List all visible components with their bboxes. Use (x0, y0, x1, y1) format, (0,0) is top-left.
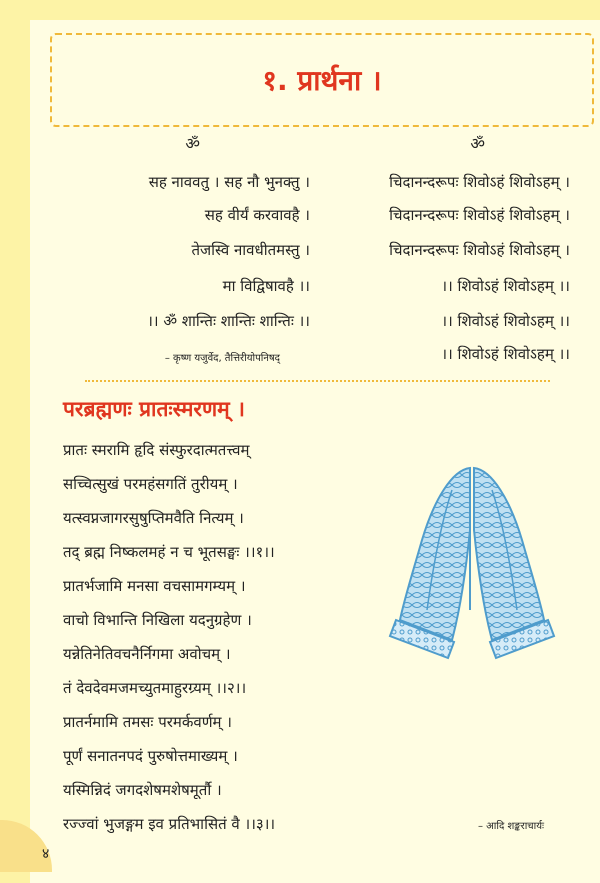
verse-line: पूर्णं सनातनपदं पुरुषोत्तमाख्यम् । (63, 747, 238, 765)
prayer-left-credit: – कृष्ण यजुर्वेद, तैत्तिरीयोपनिषद् (164, 353, 280, 364)
prayer-right-line: चिदानन्दरूपः शिवोऽहं शिवोऽहम् । (389, 206, 570, 224)
prayer-right-line: ।। शिवोऽहं शिवोऽहम् ।। (441, 345, 570, 363)
page-number-tab (0, 820, 52, 872)
om-symbol-right: ॐ (470, 134, 485, 153)
prayer-right-line: चिदानन्दरूपः शिवोऽहं शिवोऽहम् । (389, 241, 570, 259)
page-title: १. प्रार्थना । (262, 64, 382, 97)
prayer-left-line: सह वीर्यं करवावहै । (204, 206, 310, 224)
page-number: ४ (42, 846, 50, 862)
verse-line: तद् ब्रह्म निष्कलमहं न च भूतसङ्घः ।।१।। (63, 543, 275, 561)
verse-line: प्रातः स्मरामि हृदि संस्फुरदात्मतत्त्वम् (63, 441, 250, 459)
verse-line: प्रातर्भजामि मनसा वचसामगम्यम् । (63, 577, 246, 595)
prayer-right-line: ।। शिवोऽहं शिवोऽहम् ।। (441, 277, 570, 295)
verse-line: यत्स्वप्नजागरसुषुप्तिमवैति नित्यम् । (63, 509, 244, 527)
prayer-right-line: ।। शिवोऽहं शिवोऽहम् ।। (441, 312, 570, 330)
verse-line: यन्नेतिनेतिवचनैर्निगमा अवोचम् । (63, 645, 231, 663)
verse-line: तं देवदेवमजमच्युतमाहुरग्र्यम् ।।२।। (63, 679, 247, 697)
verse-line: वाचो विभान्ति निखिला यदनुग्रहेण । (63, 611, 252, 629)
prayer-left-line: सह नाववतु । सह नौ भुनक्तु । (148, 173, 310, 191)
section-divider (85, 380, 550, 382)
om-symbol-left: ॐ (185, 134, 200, 153)
prayer-left-line: ।। ॐ शान्तिः शान्तिः शान्तिः ।। (147, 312, 310, 330)
verse-author: – आदि शङ्कराचार्यः (478, 821, 545, 832)
prayer-left-line: मा विद्विषावहै ।। (222, 277, 310, 295)
praying-hands-icon (382, 460, 562, 660)
verse-line: रज्ज्वां भुजङ्गम इव प्रतिभासितं वै ।।३।। (63, 815, 276, 833)
verse-line: प्रातर्नमामि तमसः परमर्कवर्णम् । (63, 713, 232, 731)
verse-line: सच्चित्सुखं परमहंसगतिं तुरीयम् । (63, 475, 238, 493)
page-panel (30, 20, 600, 883)
prayer-right-line: चिदानन्दरूपः शिवोऽहं शिवोऽहम् । (389, 173, 570, 191)
section-heading: परब्रह्मणः प्रातःस्मरणम् । (63, 397, 245, 421)
verse-line: यस्मिन्निदं जगदशेषमशेषमूर्तौ । (63, 781, 222, 799)
title-banner (50, 33, 594, 127)
prayer-left-line: तेजस्वि नावधीतमस्तु । (191, 241, 310, 259)
